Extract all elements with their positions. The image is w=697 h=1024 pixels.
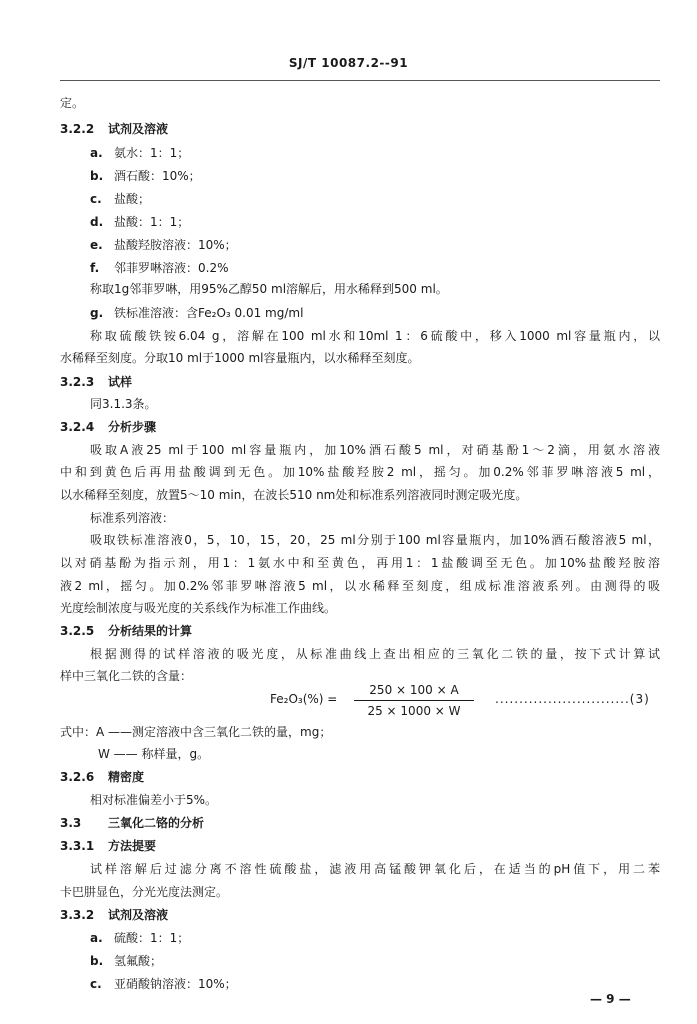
formula-number: ............................(3)	[495, 692, 650, 706]
list-item	[90, 237, 237, 253]
section-title: 三氧化二铬的分析	[108, 816, 205, 830]
section-heading-3-2-2	[60, 121, 168, 137]
section-title: 分析结果的计算	[108, 624, 193, 638]
text-line: 卡巴肼显色，分光光度法测定。	[60, 885, 229, 899]
list-text: 亚硝酸钠溶液：10%；	[114, 977, 237, 991]
text-line: 相对标准偏差小于5%。	[90, 793, 218, 807]
page-header: SJ/T 10087.2--91	[288, 56, 409, 70]
list-label: f.	[90, 261, 100, 275]
section-heading-3-2-6	[60, 769, 144, 785]
section-number: 3.2.3	[60, 375, 95, 389]
formula-fraction	[354, 682, 474, 719]
section-number: 3.3	[60, 816, 82, 830]
section-title: 试剂及溶液	[108, 122, 169, 136]
list-item	[90, 145, 189, 161]
list-text: 铁标准溶液：含Fe₂O₃ 0.01 mg/ml	[114, 306, 304, 320]
text-line: 以水稀释至刻度，放置5～10 min，在波长510 nm处和标准系列溶液同时测定吸光度。	[60, 488, 528, 502]
list-label: d.	[90, 215, 104, 229]
list-label: g.	[90, 306, 104, 320]
text-line: 样中三氧化二铁的含量：	[60, 669, 193, 683]
page-number: — 9 —	[590, 992, 631, 1006]
section-number: 3.2.2	[60, 122, 95, 136]
section-number: 3.3.1	[60, 839, 95, 853]
section-heading-3-2-3	[60, 374, 132, 390]
list-text: 硫酸：1：1；	[114, 931, 190, 945]
section-heading-3-2-5	[60, 623, 192, 639]
list-item	[90, 953, 162, 969]
list-text: 盐酸羟胺溶液：10%；	[114, 238, 237, 252]
section-title: 试剂及溶液	[108, 908, 169, 922]
text-line: 光度绘制浓度与吸光度的关系线作为标准工作曲线。	[60, 601, 337, 615]
section-title: 方法提要	[108, 839, 157, 853]
list-text: 邻菲罗啉溶液：0.2%	[114, 261, 229, 275]
text-line: 中和到黄色后再用盐酸调到无色。加10%盐酸羟胺2 ml，摇匀。加0.2%邻菲罗啉溶液5 ml，	[60, 465, 660, 479]
list-item	[90, 214, 189, 230]
text-line: 以对硝基酚为指示剂，用1：1氨水中和至黄色，再用1：1盐酸调至无色。加10%盐酸羟胺溶	[60, 556, 660, 570]
text-line: 称取硫酸铁铵6.04 g，溶解在100 ml水和10ml 1：6硫酸中，移入1000 ml容量瓶内，以	[90, 329, 660, 343]
list-item	[90, 191, 150, 207]
section-number: 3.2.5	[60, 624, 95, 638]
header-rule	[60, 80, 660, 81]
list-label: e.	[90, 238, 103, 252]
text-line: 式中：A ——测定溶液中含三氧化二铁的量，mg；	[60, 725, 332, 739]
section-title: 精密度	[108, 770, 145, 784]
list-item	[90, 168, 201, 184]
text-line: 试样溶解后过滤分离不溶性硫酸盐，滤液用高锰酸钾氧化后，在适当的pH值下，用二苯	[90, 862, 660, 876]
text-line: 吸取A液25 ml于100 ml容量瓶内，加10%酒石酸5 ml，对硝基酚1～2滴，用氨水溶液	[90, 443, 660, 457]
list-text: 氢氟酸；	[114, 954, 163, 968]
formula-numerator: 250 × 100 × A	[354, 682, 474, 701]
formula-denominator: 25 × 1000 × W	[367, 704, 461, 718]
list-label: c.	[90, 977, 102, 991]
list-label: b.	[90, 169, 104, 183]
section-heading-3-2-4	[60, 419, 156, 435]
text-line: 根据测得的试样溶液的吸光度，从标准曲线上查出相应的三氧化二铁的量，按下式计算试	[90, 647, 660, 661]
list-text: 酒石酸：10%；	[114, 169, 201, 183]
section-number: 3.2.4	[60, 420, 95, 434]
list-label: c.	[90, 192, 102, 206]
section-number: 3.3.2	[60, 908, 95, 922]
text-line: 同3.1.3条。	[90, 397, 157, 411]
text-line: 水稀释至刻度。分取10 ml于1000 ml容量瓶内，以水稀释至刻度。	[60, 351, 420, 365]
list-text: 氨水：1：1；	[114, 146, 190, 160]
list-item	[90, 305, 303, 321]
text-line: 吸取铁标准溶液0，5，10，15，20，25 ml分别于100 ml容量瓶内，加10%酒石酸溶液5 ml，	[90, 533, 660, 547]
list-item	[90, 930, 189, 946]
section-title: 分析步骤	[108, 420, 157, 434]
list-text: 盐酸：1：1；	[114, 215, 190, 229]
section-title: 试样	[108, 375, 133, 389]
text-line: 液2 ml，摇匀。加0.2%邻菲罗啉溶液5 ml，以水稀释至刻度，组成标准溶液系列。由测得的吸	[60, 579, 660, 593]
list-label: a.	[90, 146, 103, 160]
list-text: 盐酸；	[114, 192, 151, 206]
formula-lhs: Fe₂O₃(%) =	[270, 692, 338, 706]
list-item	[90, 976, 237, 992]
text-line: 称取1g邻菲罗啉，用95%乙醇50 ml溶解后，用水稀释到500 ml。	[90, 282, 448, 296]
list-label: a.	[90, 931, 103, 945]
text-line: 标准系列溶液：	[90, 511, 175, 525]
section-heading-3-3	[60, 815, 204, 831]
section-heading-3-3-1	[60, 838, 156, 854]
text-line: 定。	[60, 96, 85, 110]
list-label: b.	[90, 954, 104, 968]
section-number: 3.2.6	[60, 770, 95, 784]
text-line: W —— 称样量，g。	[98, 747, 210, 761]
section-heading-3-3-2	[60, 907, 168, 923]
list-item	[90, 260, 229, 276]
